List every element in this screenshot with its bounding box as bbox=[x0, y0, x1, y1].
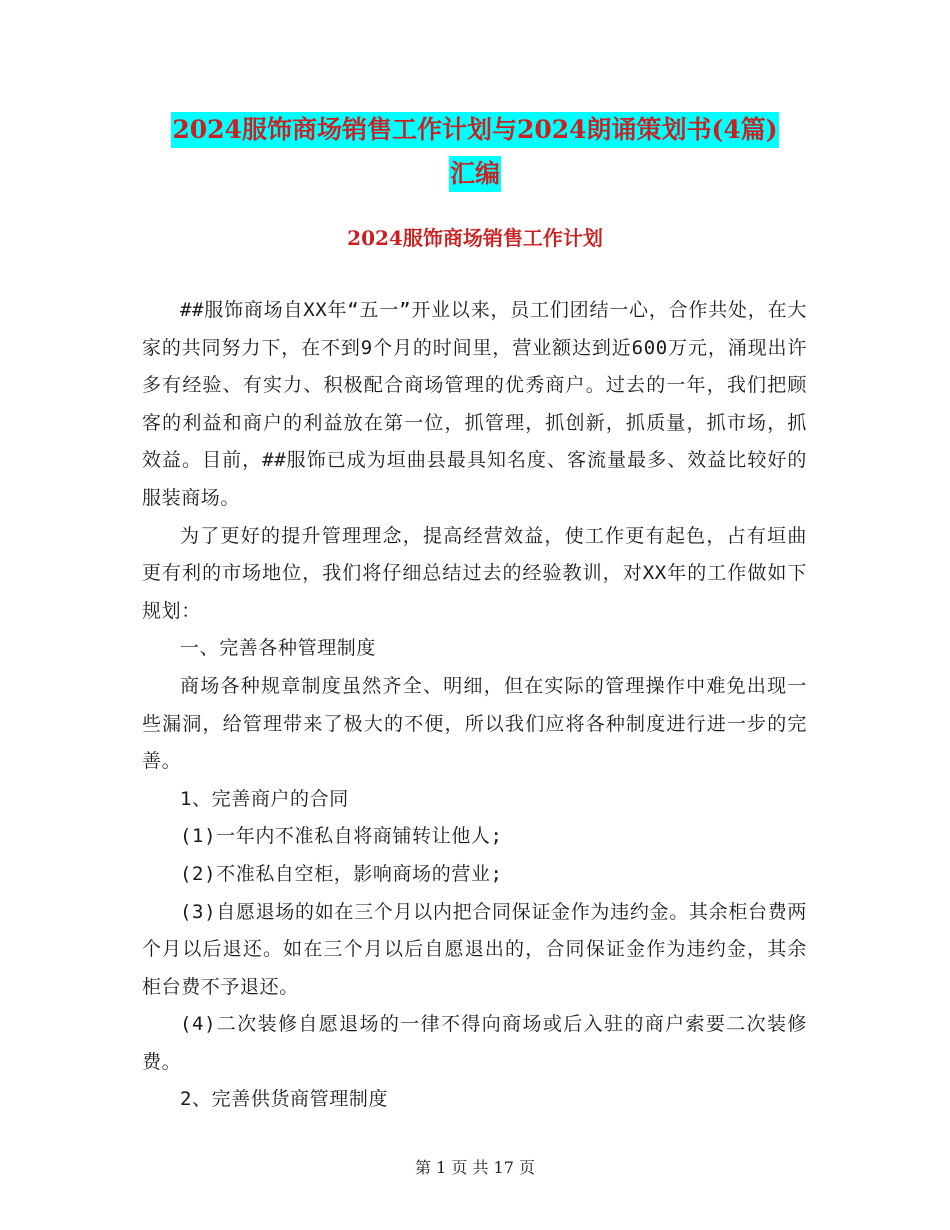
list-item: (4)二次装修自愿退场的一律不得向商场或后入驻的商户索要二次装修费。 bbox=[142, 1013, 807, 1073]
title-line-1: 2024服饰商场销售工作计划与2024朗诵策划书(4篇) bbox=[171, 112, 778, 148]
subheading-paragraph: 1、完善商户的合同 bbox=[180, 787, 349, 810]
section-title: 2024服饰商场销售工作计划 bbox=[347, 226, 603, 250]
heading-paragraph: 一、完善各种管理制度 bbox=[180, 637, 377, 660]
title-line-2: 汇编 bbox=[449, 156, 501, 192]
list-item: (1)一年内不准私自将商铺转让他人; bbox=[180, 825, 503, 848]
page-footer: 第 1 页 共 17 页 bbox=[415, 1158, 535, 1177]
document-title bbox=[140, 112, 810, 200]
paragraph: ##服饰商场自XX年“五一”开业以来，员工们团结一心，合作共处，在大家的共同努力下，在不到9个月的时间里，营业额达到近600万元，涌现出许多有经验、有实力、积极配合商场管理的优秀商户。过去的一年，我们把顾客的利益和商户的利益放在第一位，抓管理，抓创新，抓质量，抓市场，抓效益。目前，##服饰已成为垣曲县最具知名度、客流量最多、效益比较好的服装商场。 bbox=[142, 299, 807, 509]
list-item: (3)自愿退场的如在三个月以内把合同保证金作为违约金。其余柜台费两个月以后退还。如在三个月以后自愿退出的，合同保证金作为违约金，其余柜台费不予退还。 bbox=[142, 900, 807, 998]
document-body bbox=[142, 292, 807, 1119]
paragraph: 商场各种规章制度虽然齐全、明细，但在实际的管理操作中难免出现一些漏洞，给管理带来了极大的不便，所以我们应将各种制度进行进一步的完善。 bbox=[142, 674, 807, 773]
subheading-paragraph: 2、完善供货商管理制度 bbox=[180, 1088, 389, 1111]
list-item: (2)不准私自空柜，影响商场的营业; bbox=[180, 862, 503, 885]
paragraph: 为了更好的提升管理理念，提高经营效益，使工作更有起色，占有垣曲更有利的市场地位，我们将仔细总结过去的经验教训，对XX年的工作做如下规划： bbox=[142, 524, 807, 622]
